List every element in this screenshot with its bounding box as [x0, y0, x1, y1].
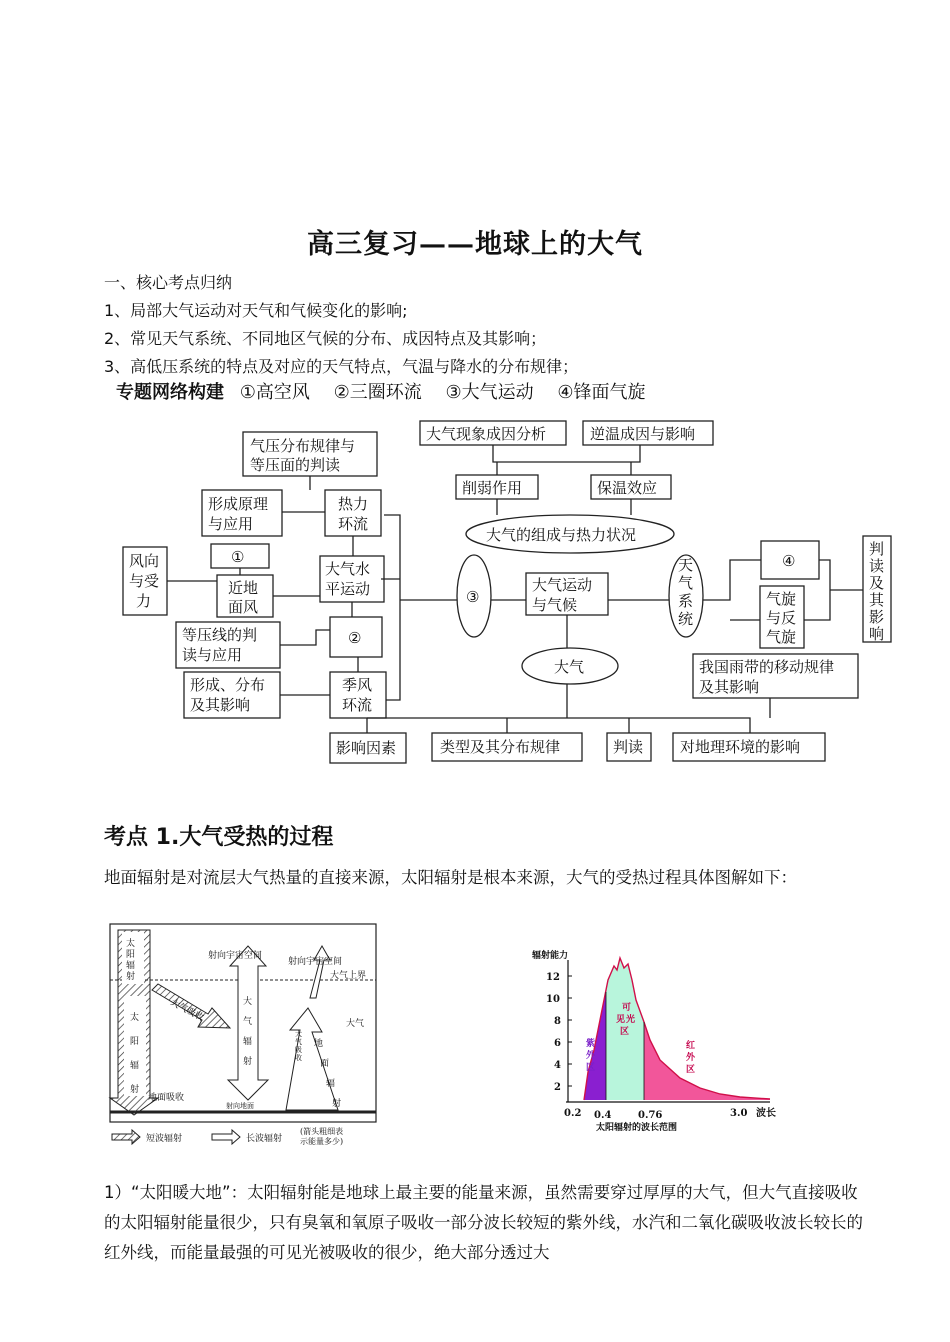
t-rain-2: 及其影响: [699, 678, 760, 696]
network-title: 专题网络构建: [116, 382, 224, 403]
x-axis-unit: 波长: [756, 1108, 776, 1119]
legend-short-arrow: [112, 1130, 140, 1144]
t-inversion: 逆温成因与影响: [590, 425, 696, 443]
t-motion-2: 与气候: [532, 596, 578, 614]
t-wind-2: 与受: [129, 572, 160, 590]
ytick-6: 6: [554, 1038, 561, 1049]
t-form-1: 形成、分布: [190, 676, 266, 694]
hd-top: 大气上界: [330, 971, 367, 981]
hd-sun2-2: 阳: [130, 1037, 140, 1047]
t-ws-1: 天: [678, 556, 694, 574]
hd-aa-2: 气: [295, 1038, 302, 1046]
uv-2: 外: [586, 1051, 596, 1061]
t-thermal-2: 环流: [338, 515, 369, 533]
hd-absorb: 大气吸收: [168, 997, 206, 1024]
t-wind-3: 力: [136, 592, 152, 610]
point-1: 1、局部大气运动对天气和气候变化的影响;: [104, 301, 408, 320]
legend-short: 短波辐射: [146, 1134, 183, 1144]
hd-aa-3: 吸: [295, 1046, 302, 1054]
hd-ground-absorb: 地面吸收: [148, 1093, 185, 1103]
body-paragraph: 1）“太阳暖大地”：太阳辐射能是地球上最主要的能量来源，虽然需要穿过厚厚的大气，但大气直接吸收的太阳辐射能量很少，只有臭氧和氧原子吸收一部分波长较短的紫外线，水汽和二氧化碳吸收波长较长的红外线，而能量最强的可见光被吸收的很少，绝大部分透过大: [104, 1183, 863, 1262]
t-wind-1: 风向: [129, 552, 160, 570]
hd-atm-1: 大: [243, 997, 253, 1007]
hd-gr-3: 辐: [326, 1079, 336, 1089]
hd-gr-2: 面: [320, 1059, 330, 1069]
ir-2: 外: [686, 1053, 696, 1063]
t-ri-3: 及: [869, 574, 885, 592]
ground-radiation-arrow: [286, 1008, 338, 1110]
y-axis-label: 辐射能力: [532, 951, 569, 961]
hd-atm: 大气: [346, 1019, 365, 1029]
ytick-12: 12: [546, 972, 560, 983]
t-isobar-1: 等压线的判: [182, 626, 258, 644]
t-thermal-1: 热力: [338, 495, 369, 513]
t-composition: 大气的组成与热力状况: [486, 526, 637, 544]
t-horiz-2: 平运动: [325, 580, 371, 598]
ytick-10: 10: [546, 994, 560, 1005]
t-isobar-2: 读与应用: [182, 646, 243, 664]
ytick-2: 2: [554, 1082, 561, 1093]
hd-to-ground: 射向地面: [226, 1102, 254, 1110]
legend-long: 长波辐射: [246, 1134, 283, 1144]
network-item-2: ②三圈环流: [333, 382, 422, 403]
legend-note-2: 示能量多少): [300, 1137, 344, 1146]
xtick-0-4: 0.4: [594, 1110, 612, 1121]
network-item-3: ③大气运动: [445, 382, 534, 403]
legend-note-1: (箭头粗细表: [300, 1127, 344, 1136]
hd-gr-4: 射: [332, 1099, 342, 1109]
vis-2: 见: [616, 1015, 626, 1025]
network-item-1: ①高空风: [239, 382, 310, 403]
t-horiz-1: 大气水: [325, 560, 371, 578]
hd-gr-1: 地: [314, 1039, 324, 1049]
t-ri-2: 读: [869, 557, 885, 575]
vis-1: 可: [622, 1003, 632, 1013]
hd-atm-2: 气: [243, 1017, 253, 1027]
t-formation-2: 与应用: [208, 515, 254, 533]
t-ws-3: 系: [678, 592, 694, 610]
hd-sun2-1: 太: [130, 1013, 140, 1023]
t-c1: ①: [231, 548, 245, 566]
solar-spectrum-figure: [520, 940, 810, 1140]
hd-sun-4: 射: [126, 972, 136, 982]
hd-sun2-4: 射: [130, 1085, 140, 1095]
t-atmosphere: 大气: [554, 658, 585, 676]
t-c3: ③: [466, 588, 480, 606]
hd-sun2-3: 辐: [130, 1061, 140, 1071]
point-2: 2、常见天气系统、不同地区气候的分布、成因特点及其影响；: [104, 329, 547, 348]
intro-paragraph: 地面辐射是对流层大气热量的直接来源，太阳辐射是根本来源，大气的受热过程具体图解如下：: [104, 868, 797, 887]
network-item-4: ④锋面气旋: [557, 382, 646, 403]
hd-sun-3: 辐: [126, 961, 136, 971]
ir-3: 区: [686, 1065, 696, 1075]
t-pressure-1: 气压分布规律与: [250, 437, 356, 455]
t-monsoon-2: 环流: [342, 696, 373, 714]
t-judge: 判读: [613, 738, 644, 756]
legend-long-arrow: [212, 1130, 240, 1144]
section-heading: 一、核心考点归纳: [104, 273, 233, 292]
t-monsoon-1: 季风: [342, 676, 373, 694]
hd-atm-3: 辐: [243, 1037, 253, 1047]
t-near-2: 面风: [228, 598, 259, 616]
hd-aa-4: 收: [295, 1054, 302, 1062]
page-title: 高三复习——地球上的大气: [307, 229, 643, 260]
t-motion-1: 大气运动: [532, 576, 593, 594]
t-weaken: 削弱作用: [462, 479, 523, 497]
xtick-0-2: 0.2: [564, 1108, 582, 1119]
hd-atm-4: 射: [243, 1057, 253, 1067]
t-ws-4: 统: [678, 610, 694, 628]
t-ws-2: 气: [678, 574, 694, 592]
hd-space-2: 射向宇宙空间: [288, 957, 343, 967]
absorb-arrow: [152, 984, 230, 1028]
t-rain-1: 我国雨带的移动规律: [699, 658, 835, 676]
ir-1: 红: [686, 1041, 696, 1051]
xtick-3-0: 3.0: [730, 1108, 748, 1119]
vis-4: 区: [620, 1027, 630, 1037]
t-form-2: 及其影响: [190, 696, 251, 714]
t-ri-1: 判: [869, 540, 885, 558]
heat-process-diagram: [100, 920, 385, 1160]
t-pressure-2: 等压面的判读: [250, 456, 341, 474]
hd-aa-1: 大: [295, 1030, 302, 1038]
t-cyc-3: 气旋: [766, 628, 797, 646]
ytick-8: 8: [554, 1016, 561, 1027]
t-c2: ②: [348, 629, 362, 647]
t-ri-6: 响: [869, 625, 885, 643]
t-geo: 对地理环境的影响: [680, 738, 801, 756]
t-keep-warm: 保温效应: [597, 479, 658, 497]
t-cyc-1: 气旋: [766, 590, 797, 608]
t-ri-4: 其: [869, 591, 885, 609]
t-c4: ④: [782, 552, 796, 570]
t-formation-1: 形成原理: [208, 495, 269, 513]
concept-heading: 考点 1.大气受热的过程: [104, 825, 334, 850]
hd-sun-1: 太: [126, 939, 136, 949]
t-phenomena: 大气现象成因分析: [426, 425, 547, 443]
infrared-region: [644, 1022, 770, 1100]
t-types: 类型及其分布规律: [440, 738, 561, 756]
hd-space-1: 射向宇宙空间: [208, 951, 263, 961]
vis-3: 光: [626, 1015, 636, 1025]
uv-1: 紫: [586, 1039, 596, 1049]
hd-sun-2: 阳: [126, 950, 136, 960]
uv-3: 区: [586, 1063, 596, 1073]
t-ri-5: 影: [869, 608, 885, 626]
ytick-4: 4: [554, 1060, 561, 1071]
t-cyc-2: 与反: [766, 609, 797, 627]
t-near-1: 近地: [228, 579, 259, 597]
xtick-0-76: 0.76: [638, 1110, 663, 1121]
t-factors: 影响因素: [336, 739, 397, 757]
spectrum-caption: 太阳辐射的波长范围: [596, 1123, 678, 1133]
point-3: 3、高低压系统的特点及对应的天气特点，气温与降水的分布规律；: [104, 357, 579, 376]
